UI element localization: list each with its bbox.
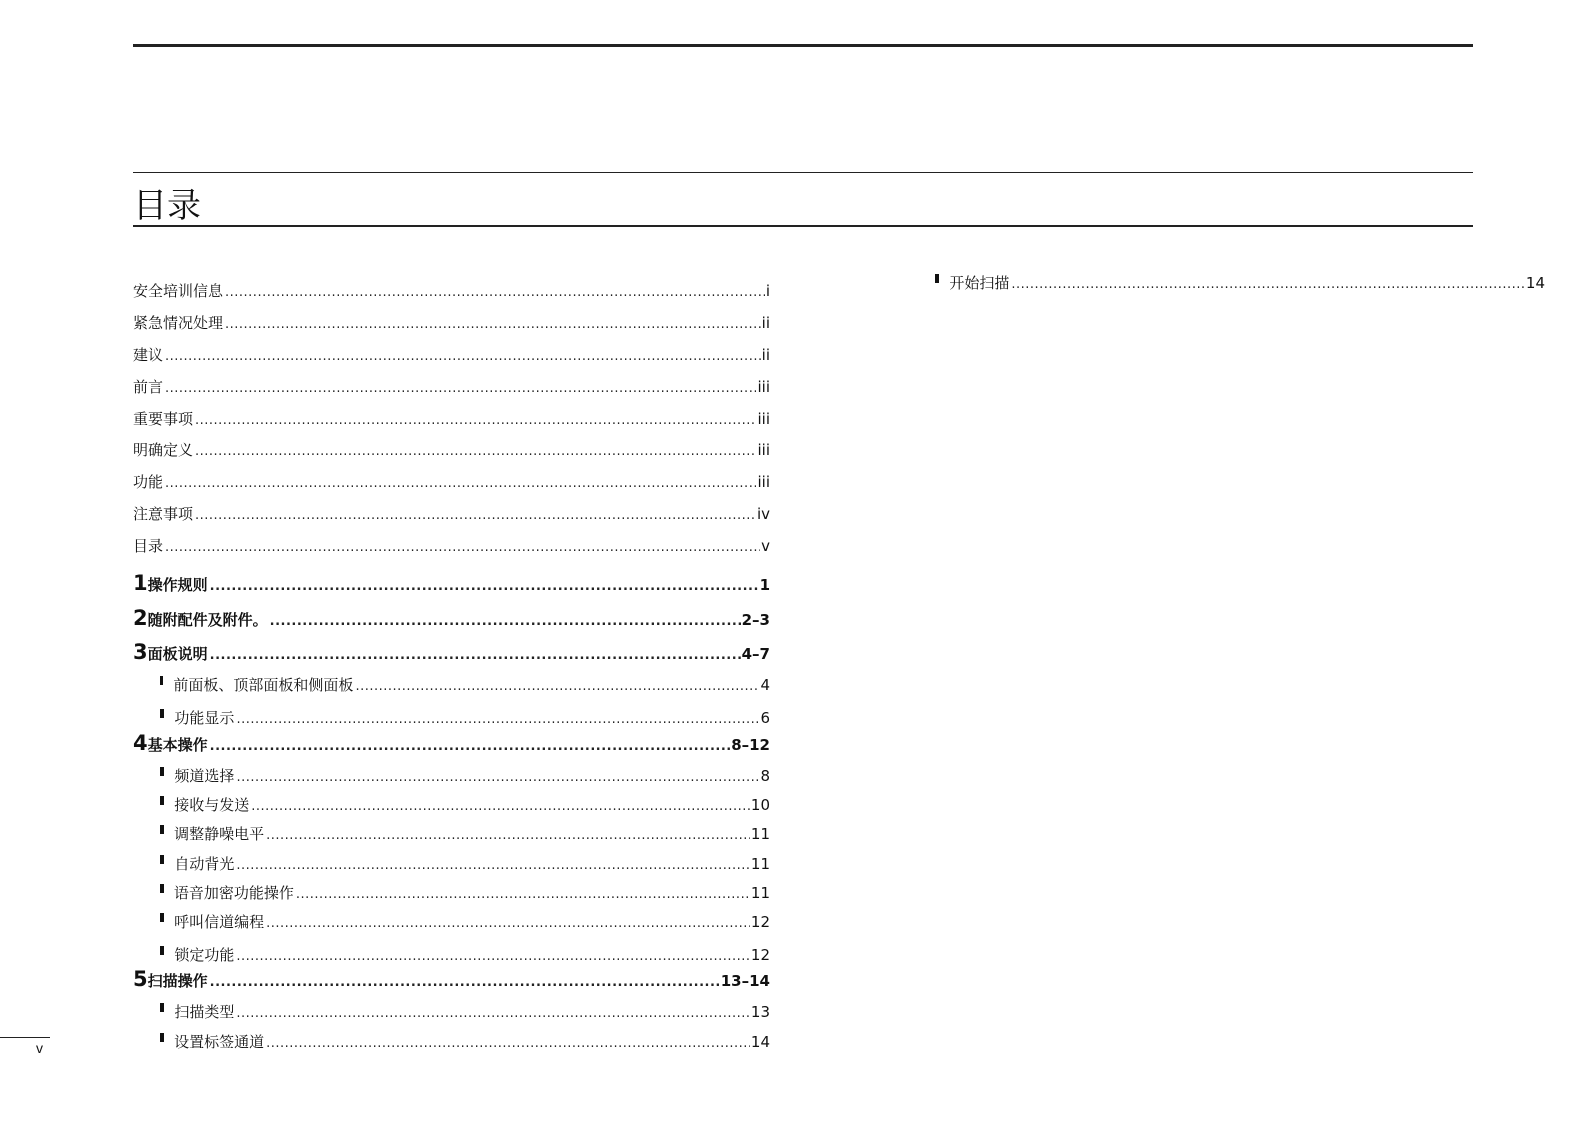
page-title: 目录 [133, 186, 201, 226]
toc-sub-start-scan[interactable] [935, 273, 1545, 295]
toc-leader-dots [195, 442, 756, 462]
toc-leader-dots [236, 1004, 750, 1024]
toc-entry-important[interactable] [133, 409, 770, 431]
toc-entry-label: 语音加密功能操作 [173, 884, 294, 902]
toc-entry-label: 前言 [133, 378, 164, 396]
footer-rule [0, 1037, 50, 1038]
square-bullet-icon [160, 825, 164, 834]
toc-leader-dots [236, 768, 759, 788]
toc-entry-label: 注意事项 [133, 505, 194, 523]
toc-entry-safety-training[interactable] [133, 281, 770, 303]
toc-entry-page: 14 [1525, 274, 1545, 292]
toc-entry-emergency[interactable] [133, 313, 770, 335]
toc-leader-dots [236, 710, 759, 730]
toc-entry-page: 11 [750, 825, 770, 843]
toc-entry-label: 明确定义 [133, 441, 194, 459]
toc-entry-page: iii [757, 378, 770, 396]
toc-entry-page: 13–14 [720, 972, 770, 990]
toc-sub-front-panel[interactable] [160, 675, 770, 697]
toc-leader-dots [296, 885, 750, 905]
toc-leader-dots [165, 347, 761, 367]
toc-sub-tag-channel[interactable] [160, 1032, 770, 1054]
toc-entry-label: 安全培训信息 [133, 282, 224, 300]
toc-entry-page: i [765, 282, 770, 300]
toc-leader-dots [195, 411, 756, 431]
toc-leader-dots [165, 379, 756, 399]
toc-entry-contents[interactable] [133, 536, 770, 558]
toc-entry-label: 随附配件及附件。 [147, 611, 268, 629]
toc-entry-page: 14 [750, 1033, 770, 1051]
square-bullet-icon [160, 676, 163, 685]
chapter-number: 4 [133, 731, 148, 755]
toc-sub-function-display[interactable] [160, 708, 770, 730]
chapter-number: 2 [133, 606, 148, 630]
top-rule [133, 44, 1473, 47]
title-top-rule [133, 172, 1473, 173]
toc-leader-dots [1011, 275, 1525, 295]
toc-sub-backlight[interactable] [160, 854, 770, 876]
toc-sub-voice-scrambler[interactable] [160, 883, 770, 905]
square-bullet-icon [160, 796, 164, 805]
toc-sub-squelch[interactable] [160, 824, 770, 846]
square-bullet-icon [160, 1033, 164, 1042]
toc-entry-page: iii [757, 441, 770, 459]
toc-leader-dots [225, 283, 765, 303]
toc-chapter-4[interactable] [133, 733, 770, 757]
toc-entry-page: ii [761, 314, 770, 332]
toc-entry-label: 自动背光 [174, 855, 235, 873]
toc-chapter-2[interactable] [133, 608, 770, 632]
toc-entry-precautions[interactable] [133, 504, 770, 526]
toc-entry-page: 8 [760, 767, 770, 785]
toc-entry-recommendation[interactable] [133, 345, 770, 367]
toc-entry-label: 目录 [133, 537, 164, 555]
toc-entry-label: 基本操作 [147, 736, 208, 754]
toc-leader-dots [270, 612, 741, 632]
square-bullet-icon [160, 767, 164, 776]
toc-entry-label: 紧急情况处理 [133, 314, 224, 332]
toc-entry-page: 13 [750, 1003, 770, 1021]
toc-entry-page: 4–7 [741, 645, 770, 663]
toc-leader-dots [210, 646, 741, 666]
toc-entry-page: 4 [760, 676, 770, 694]
toc-leader-dots [251, 797, 750, 817]
square-bullet-icon [160, 946, 164, 955]
toc-leader-dots [210, 737, 731, 757]
chapter-number: 5 [133, 967, 148, 991]
square-bullet-icon [935, 274, 939, 283]
toc-entry-label: 开始扫描 [949, 274, 1010, 292]
square-bullet-icon [160, 1003, 164, 1012]
toc-leader-dots [195, 506, 756, 526]
toc-entry-definitions[interactable] [133, 440, 770, 462]
toc-entry-page: v [761, 537, 770, 555]
toc-entry-label: 锁定功能 [174, 946, 235, 964]
toc-entry-label: 操作规则 [147, 576, 208, 594]
toc-sub-lock[interactable] [160, 945, 770, 967]
toc-leader-dots [210, 577, 759, 597]
toc-entry-page: ii [761, 346, 770, 364]
toc-chapter-3[interactable] [133, 642, 770, 666]
toc-entry-page: 2–3 [741, 611, 770, 629]
toc-entry-label: 扫描操作 [147, 972, 208, 990]
toc-chapter-1[interactable] [133, 573, 770, 597]
toc-leader-dots [165, 538, 760, 558]
toc-entry-page: 1 [759, 576, 770, 594]
toc-sub-receive-transmit[interactable] [160, 795, 770, 817]
square-bullet-icon [160, 709, 164, 718]
toc-entry-label: 重要事项 [133, 410, 194, 428]
toc-leader-dots [266, 914, 750, 934]
toc-entry-label: 调整静噪电平 [174, 825, 265, 843]
toc-leader-dots [266, 1034, 750, 1054]
toc-entry-page: 12 [750, 913, 770, 931]
toc-entry-foreword[interactable] [133, 377, 770, 399]
toc-sub-scan-types[interactable] [160, 1002, 770, 1024]
toc-leader-dots [210, 973, 720, 993]
toc-leader-dots [165, 474, 756, 494]
toc-leader-dots [236, 947, 750, 967]
toc-entry-label: 前面板、顶部面板和侧面板 [173, 676, 354, 694]
toc-leader-dots [236, 856, 750, 876]
toc-entry-page: 12 [750, 946, 770, 964]
toc-chapter-5[interactable] [133, 969, 770, 993]
toc-entry-label: 接收与发送 [174, 796, 250, 814]
square-bullet-icon [160, 884, 164, 893]
toc-entry-page: iv [756, 505, 770, 523]
toc-leader-dots [225, 315, 761, 335]
toc-entry-page: 11 [750, 884, 770, 902]
toc-entry-label: 功能显示 [174, 709, 235, 727]
toc-entry-page: 8–12 [731, 736, 770, 754]
toc-entry-features[interactable] [133, 472, 770, 494]
toc-entry-label: 扫描类型 [174, 1003, 235, 1021]
toc-entry-page: 10 [750, 796, 770, 814]
toc-entry-label: 设置标签通道 [174, 1033, 265, 1051]
toc-entry-page: iii [757, 410, 770, 428]
toc-entry-label: 建议 [133, 346, 164, 364]
chapter-number: 1 [133, 571, 148, 595]
toc-entry-label: 频道选择 [174, 767, 235, 785]
toc-sub-channel-select[interactable] [160, 766, 770, 788]
toc-entry-page: iii [757, 473, 770, 491]
toc-entry-page: 6 [760, 709, 770, 727]
chapter-number: 3 [133, 640, 148, 664]
square-bullet-icon [160, 855, 164, 864]
toc-entry-label: 功能 [133, 473, 164, 491]
toc-entry-page: 11 [750, 855, 770, 873]
toc-leader-dots [266, 826, 750, 846]
toc-entry-label: 面板说明 [147, 645, 208, 663]
square-bullet-icon [160, 913, 164, 922]
toc-entry-label: 呼叫信道编程 [174, 913, 265, 931]
footer-page-number: v [36, 1040, 43, 1056]
toc-leader-dots [355, 677, 759, 697]
title-bottom-rule [133, 225, 1473, 227]
toc-sub-call-channel[interactable] [160, 912, 770, 934]
